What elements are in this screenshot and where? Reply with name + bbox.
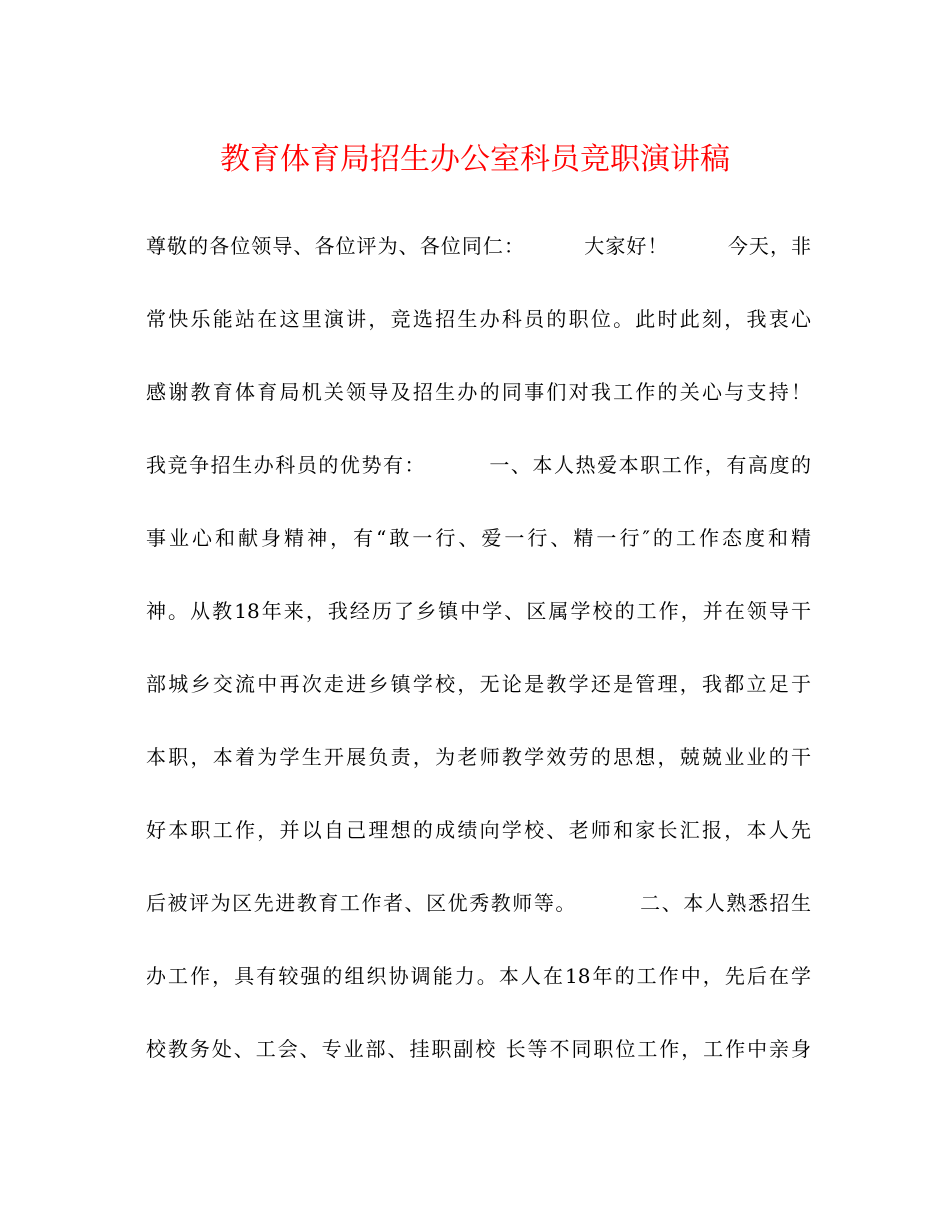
body-line: 后被评为区先进教育工作者、区优秀教师等。 二、本人熟悉招生: [146, 891, 811, 915]
body-line: 我竞争招生办科员的优势有： 一、本人热爱本职工作，有高度的: [146, 453, 811, 477]
body-line: 感谢教育体育局机关领导及招生办的同事们对我工作的关心与支持！: [146, 380, 811, 404]
body-line: 事业心和献身精神，有“敢一行、爱一行、精一行″的工作态度和精: [146, 526, 811, 550]
body-line: 好本职工作，并以自己理想的成绩向学校、老师和家长汇报，本人先: [146, 818, 811, 842]
body-line: 尊敬的各位领导、各位评为、各位同仁： 大家好！ 今天，非: [146, 234, 811, 258]
body-line: 部城乡交流中再次走进乡镇学校，无论是教学还是管理，我都立足于: [146, 672, 811, 696]
body-line: 神。从教18年来，我经历了乡镇中学、区属学校的工作，并在领导干: [146, 599, 811, 623]
body-line: 校教务处、工会、专业部、挂职副校 长等不同职位工作，工作中亲身: [146, 1037, 811, 1061]
body-line: 本职，本着为学生开展负责，为老师教学效劳的思想，兢兢业业的干: [146, 745, 811, 769]
body-line: 办工作，具有较强的组织协调能力。本人在18年的工作中，先后在学: [146, 964, 811, 988]
document-title: 教育体育局招生办公室科员竞职演讲稿: [220, 142, 730, 177]
document-body: [146, 226, 811, 1102]
body-line: 常快乐能站在这里演讲，竞选招生办科员的职位。此时此刻，我衷心: [146, 307, 811, 331]
